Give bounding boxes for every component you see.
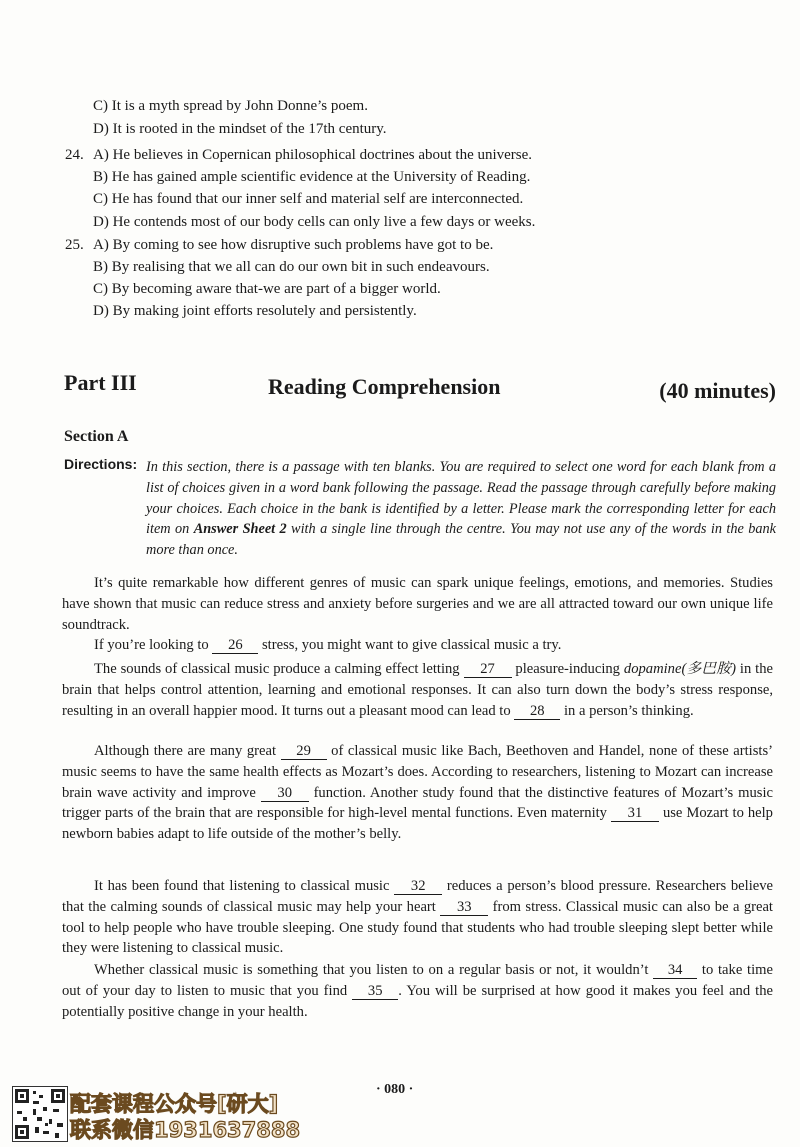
watermark-line-2: 联系微信1931637888 bbox=[70, 1118, 301, 1142]
option-23d: D) It is rooted in the mindset of the 17th century. bbox=[93, 121, 387, 137]
option-25d: D) By making joint efforts resolutely and persistently. bbox=[93, 303, 417, 319]
blank-28: 28 bbox=[514, 703, 560, 720]
blank-30: 30 bbox=[261, 785, 309, 802]
page-number: · 080 · bbox=[376, 1082, 414, 1097]
blank-33: 33 bbox=[440, 899, 488, 916]
option-25a: 25. A) By coming to see how disruptive such problems have got to be. bbox=[65, 237, 494, 253]
blank-32: 32 bbox=[394, 878, 442, 895]
blank-34: 34 bbox=[653, 962, 697, 979]
directions-label: Directions: bbox=[64, 456, 138, 472]
blank-29: 29 bbox=[281, 743, 327, 760]
blank-35: 35 bbox=[352, 983, 398, 1000]
watermark-line-1: 配套课程公众号[研大] bbox=[70, 1092, 279, 1116]
part-header bbox=[64, 366, 776, 402]
option-25c: C) By becoming aware that-we are part of a bigger world. bbox=[93, 281, 441, 297]
passage-paragraph-2: If you’re looking to 26 stress, you might want to give classical music a try. bbox=[94, 637, 562, 653]
blank-31: 31 bbox=[611, 805, 659, 822]
directions-text: In this section, there is a passage with ten blanks. You are required to select one word for each blank from a list of choices given in a word bank following the passage. Read the passage through carefully before making your choices. Each choice in the bank is identified by a letter. Please mark the corresponding letter for each item on Answer Sheet 2 with a single line through the centre. You may not use any of the words in the bank more than once. bbox=[146, 459, 777, 559]
part-time: (40 minutes) bbox=[659, 378, 776, 403]
option-24c: C) He has found that our inner self and material self are interconnected. bbox=[93, 191, 524, 207]
option-24a: 24. A) He believes in Copernican philosophical doctrines about the universe. bbox=[65, 147, 533, 163]
qr-code-icon bbox=[12, 1086, 68, 1142]
option-24b: B) He has gained ample scientific evidence at the University of Reading. bbox=[93, 169, 531, 185]
passage-paragraph-3: The sounds of classical music produce a calming effect letting 27 pleasure-inducing dopamine(多巴胺) in the brain that helps control attention, learning and emotional responses. It can also turn down the body’s stress response, resulting in an overall happier mood. It turns out a pleasant mood can lead to 28 in a person’s thinking. bbox=[62, 661, 773, 719]
section-title: Section A bbox=[64, 428, 129, 445]
passage-paragraph-4: Although there are many great 29 of classical music like Bach, Beethoven and Handel, none of these artists’ music seems to have the same health effects as Mozart’s does. According to researchers, listening to Mozart can increase brain wave activity and improve 30 function. Another study found that the distinctive features of Mozart’s music trigger parts of the brain that are responsible for high-level mental functions. Even maternity 31 use Mozart to help newborn babies adapt to life outside of the mother’s belly. bbox=[62, 743, 773, 843]
option-25b: B) By realising that we all can do our own bit in such endeavours. bbox=[93, 259, 490, 275]
passage-paragraph-6: Whether classical music is something that you listen to on a regular basis or not, it wouldn’t 34 to take time out of your day to listen to music that you find 35 . You will be surprised at how good it makes you feel and the potentially positive change in your health. bbox=[62, 962, 773, 1020]
option-23c: C) It is a myth spread by John Donne’s poem. bbox=[93, 98, 368, 114]
part-title: Reading Comprehension bbox=[268, 374, 501, 399]
blank-26: 26 bbox=[212, 637, 258, 654]
part-label: Part III bbox=[64, 370, 137, 395]
passage-paragraph-5: It has been found that listening to classical music 32 reduces a person’s blood pressure. Researchers believe that the calming sounds of classical music may help your heart 33 from stress. Classical music can also be a great tool to help people who have trouble sleeping. One study found that students who had trouble sleeping slept better while they were listening to classical music. bbox=[62, 878, 774, 957]
option-24d: D) He contends most of our body cells can only live a few days or weeks. bbox=[93, 214, 536, 230]
blank-27: 27 bbox=[464, 661, 512, 678]
passage-paragraph-1: It’s quite remarkable how different genres of music can spark unique feelings, emotions, and memories. Studies have shown that music can reduce stress and anxiety before surgeries and we are all attracted toward our own unique life soundtrack. bbox=[62, 575, 773, 633]
